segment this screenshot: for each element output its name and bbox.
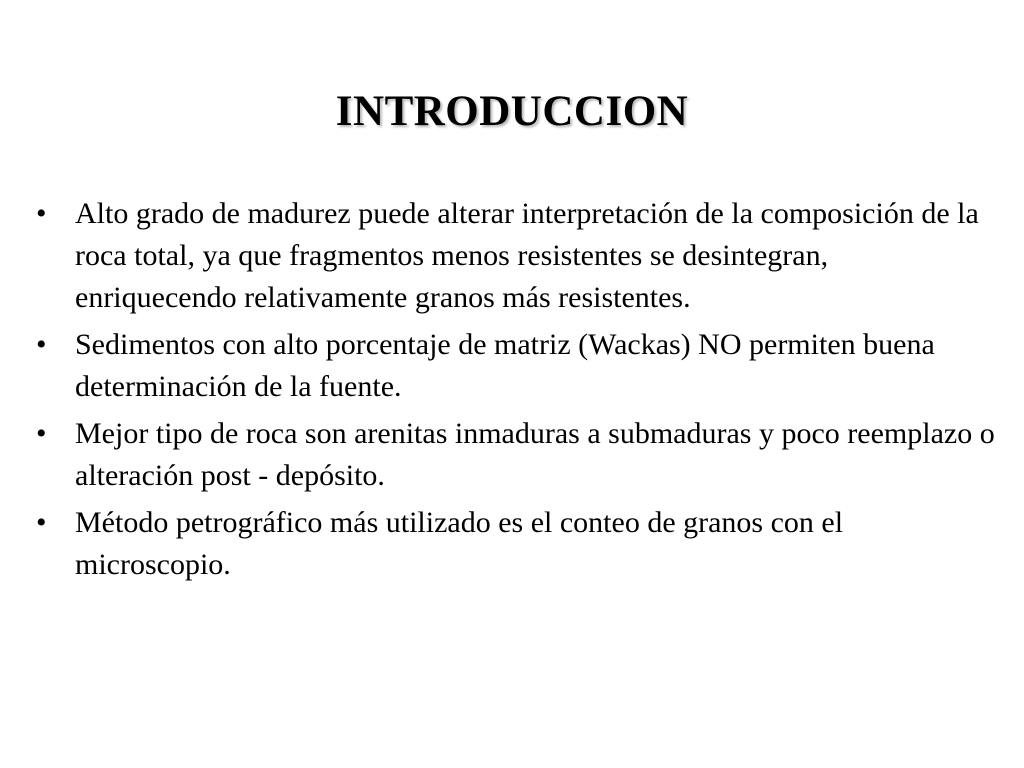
bullet-icon: • — [36, 328, 47, 361]
bullet-item — [36, 502, 996, 586]
bullet-item — [36, 193, 996, 319]
bullet-item — [36, 324, 996, 408]
bullet-text: Mejor tipo de roca son arenitas inmaduras a submaduras y poco reemplazo o alteración post - depósito. — [75, 417, 995, 492]
bullet-item — [36, 413, 996, 497]
bullet-text: Alto grado de madurez puede alterar interpretación de la composición de la roca total, ya que fragmentos menos resistentes se desintegran, enriquecendo relativamente granos más resistentes. — [75, 197, 979, 314]
slide-title: INTRODUCCION — [335, 88, 689, 135]
bullet-icon: • — [36, 197, 47, 230]
bullet-icon: • — [36, 506, 47, 539]
bullet-text: Sedimentos con alto porcentaje de matriz (Wackas) NO permiten buena determinación de la fuente. — [75, 328, 935, 403]
bullet-icon: • — [36, 417, 47, 450]
bullet-list — [36, 193, 996, 591]
bullet-text: Método petrográfico más utilizado es el conteo de granos con el microscopio. — [75, 506, 844, 581]
